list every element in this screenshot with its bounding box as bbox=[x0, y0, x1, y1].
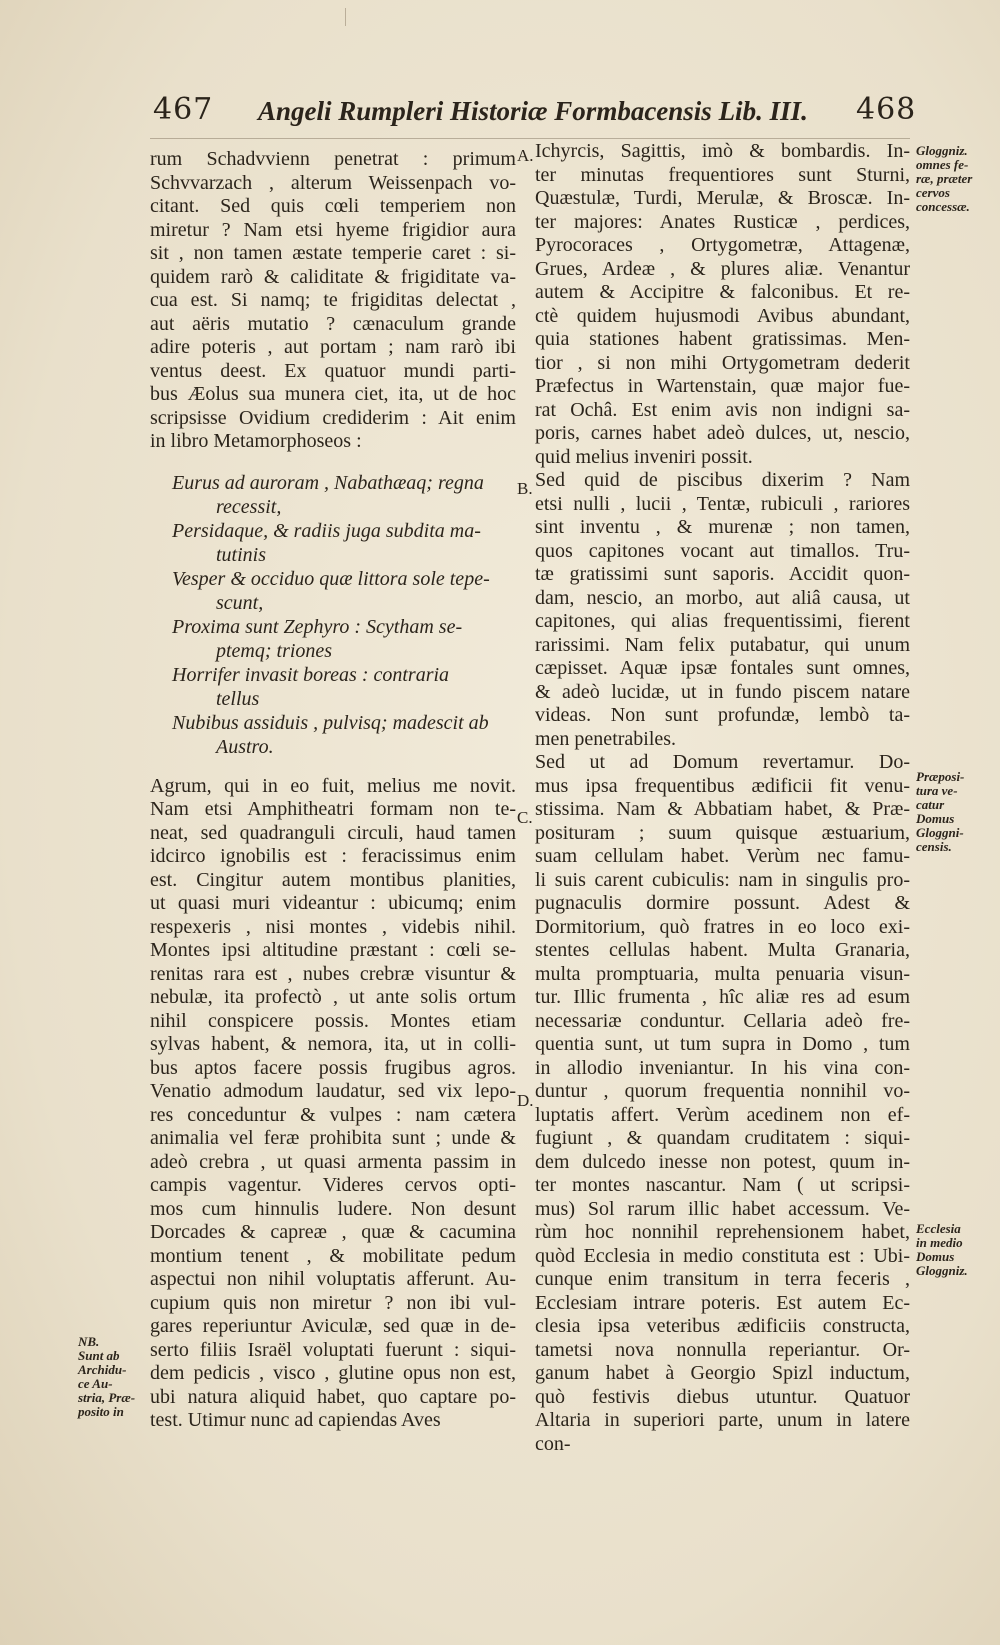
verse-line: Nubibus assiduis , pulvisq; madescit ab bbox=[172, 711, 489, 734]
text-line: li suis carent cubiculis: nam in singulis pro- bbox=[535, 868, 910, 891]
text-line: & adeò lucidæ, ut in fundo piscem natare bbox=[535, 680, 910, 703]
left-text-bottom bbox=[150, 775, 516, 1433]
text-line: quò festivis diebus utuntur. Quatuor bbox=[535, 1385, 910, 1408]
text-line: in libro Metamorphoseos : bbox=[150, 430, 362, 452]
text-line: serto filiis Israël voluptati fuerunt : siqui- bbox=[150, 1338, 516, 1361]
text-line: est. Cingitur autem montibus planities, bbox=[150, 868, 516, 891]
text-line: adeò crebra , ut quasi armenta passim in bbox=[150, 1150, 516, 1173]
text-line: mos cum hinnulis ludere. Non desunt bbox=[150, 1197, 516, 1220]
text-line: Ecclesiam intrare poteris. Est autem Ec- bbox=[535, 1291, 910, 1314]
text-line: citant. Sed quis cœli temperiem non bbox=[150, 195, 516, 217]
text-line: rùm hoc nonnihil reprehensionem habet, bbox=[535, 1221, 910, 1243]
text-line: tametsi nova nonnulla reperiantur. Or- bbox=[535, 1338, 910, 1361]
text-line: Dormitorium, quò fratres in eo loco exi- bbox=[535, 915, 910, 938]
text-line: Sed quid de piscibus dixerim ? Nam bbox=[535, 469, 910, 491]
text-line: gares reperiuntur Aviculæ, sed quæ in de- bbox=[150, 1315, 516, 1337]
section-letter-a: A. bbox=[517, 146, 534, 165]
text-line: dem pedicis , visco , glutine opus non est, bbox=[150, 1362, 516, 1384]
text-line: stissima. Nam & Abbatiam habet, & Præ- bbox=[535, 798, 910, 820]
text-line: multa promptuaria, multa penuaria visun- bbox=[535, 962, 910, 985]
text-line: tur. Illic frumenta , hîc aliæ res ad esum bbox=[535, 986, 910, 1008]
text-line: Ichyrcis, Sagittis, imò & bombardis. In- bbox=[535, 140, 910, 162]
text-line: Grues, Ardeæ , & plures aliæ. Venantur bbox=[535, 257, 910, 280]
verse-line: Proxima sunt Zephyro : Scytham se- bbox=[172, 615, 463, 638]
verse-line: Vesper & occiduo quæ littora sole tepe- bbox=[172, 567, 490, 590]
text-line: Præfectus in Wartenstain, quæ major fue- bbox=[535, 375, 910, 397]
verse-line: tellus bbox=[216, 687, 260, 710]
verse-line: Horrifer invasit boreas : contraria bbox=[172, 663, 450, 686]
text-line: fugiunt , & quandam cruditatem : siqui- bbox=[535, 1127, 910, 1149]
section-letter-d: D. bbox=[517, 1091, 534, 1110]
verse-line: recessit, bbox=[216, 495, 282, 518]
text-line: Venatio admodum laudatur, sed vix lepo- bbox=[150, 1080, 516, 1102]
text-line: cua est. Si namq; te frigiditas delectat , bbox=[150, 289, 516, 311]
text-line: ganum habet à Georgio Spizl inductum, bbox=[535, 1362, 910, 1384]
text-line: necessariæ conduntur. Cellaria adeò fre- bbox=[535, 1009, 910, 1032]
marginal-note-ecclesia: Ecclesia in medio Domus Gloggniz. bbox=[916, 1221, 968, 1278]
text-line: Montes ipsi altitudine præstant : cœli se- bbox=[150, 939, 516, 961]
text-line: bus aptos facere possis frugibus agros. bbox=[150, 1056, 516, 1079]
page-number-right: 468 bbox=[856, 92, 917, 127]
text-line: quidem rarò & caliditate & frigiditate va- bbox=[150, 265, 516, 288]
text-line: dam, nescio, an morbo, aut aliâ causa, ut bbox=[535, 586, 910, 609]
text-line: quos capitones vocant aut timallos. Tru- bbox=[535, 539, 910, 562]
text-line: nebulæ, ita profectò , ut ante solis ortum bbox=[150, 986, 516, 1008]
margin-mark bbox=[345, 8, 346, 26]
text-line: tior , si non mihi Ortygometram dederit bbox=[535, 351, 910, 374]
text-line: dem dulcedo inesse non potest, quum in- bbox=[535, 1150, 910, 1173]
text-line: aut aëris mutatio ? cænaculum grande bbox=[150, 312, 516, 335]
text-line: rum Schadvvienn penetrat : primum bbox=[150, 148, 516, 170]
text-line: men penetrabiles. bbox=[535, 727, 677, 750]
right-column bbox=[535, 140, 910, 1456]
verse-line: Eurus ad auroram , Nabathæaq; regna bbox=[172, 471, 484, 494]
text-line: bus Æolus sua munera ciet, ita, ut de hoc bbox=[150, 383, 516, 405]
text-line: ter majores: Anates Rusticæ , perdices, bbox=[535, 210, 910, 233]
text-line: tæ gratissimi sunt saporis. Accidit quon- bbox=[535, 563, 910, 585]
text-line: res conceduntur & vulpes : nam cætera bbox=[150, 1103, 516, 1126]
text-line: mus) Sol rarum illic habet accessum. Ve- bbox=[535, 1197, 910, 1220]
header-rule bbox=[150, 138, 910, 139]
verse-line: Persidaque, & radiis juga subdita ma- bbox=[172, 519, 481, 542]
verse-line: scunt, bbox=[216, 591, 264, 614]
verse-line: ptemq; triones bbox=[216, 639, 333, 662]
text-line: mus ipsa frequentibus ædificii fit venu- bbox=[535, 774, 910, 797]
verse-line: Austro. bbox=[216, 735, 274, 758]
text-line: respexeris , nisi montes , videbis nihil. bbox=[150, 915, 516, 938]
text-line: quòd Ecclesia in medio constituta est : Ubi- bbox=[535, 1244, 910, 1267]
text-line: Agrum, qui in eo fuit, melius me novit. bbox=[150, 774, 516, 797]
text-line: rat Ochâ. Est enim avis non indigni sa- bbox=[535, 398, 910, 421]
text-line: adire poteris , aut portam ; nam rarò ibi bbox=[150, 336, 516, 358]
text-line: ventus deest. Ex quatuor mundi parti- bbox=[150, 359, 516, 382]
marginal-note-gloggniz: Gloggniz. omnes fe- ræ, præter cervos concessæ. bbox=[916, 143, 973, 214]
ovid-quotation bbox=[172, 471, 516, 759]
section-letter-b: B. bbox=[517, 479, 533, 498]
text-line: con- bbox=[535, 1432, 571, 1455]
text-line: Dorcades & capreæ , quæ & cacumina bbox=[150, 1221, 516, 1243]
text-line: pugnaculis dormire possunt. Adest & bbox=[535, 892, 910, 914]
text-line: in allodio inveniantur. In his vina con- bbox=[535, 1056, 910, 1079]
text-line: sylvas habent, & nemora, ita, ut in colli- bbox=[150, 1033, 516, 1055]
text-line: Schvvarzach , alterum Weissenpach vo- bbox=[150, 171, 516, 194]
text-line: Nam etsi Amphitheatri formam non te- bbox=[150, 798, 516, 820]
text-line: test. Utimur nunc ad capiendas Aves bbox=[150, 1409, 441, 1431]
text-line: campis vagentur. Videres cervos opti- bbox=[150, 1174, 516, 1196]
text-line: montium tenent , & mobilitate pedum bbox=[150, 1244, 516, 1267]
text-line: cupium quis non miretur ? non ibi vul- bbox=[150, 1291, 516, 1314]
text-line: nihil conspicere possis. Montes etiam bbox=[150, 1009, 516, 1032]
text-line: duntur , quorum frequentia nonnihil vo- bbox=[535, 1080, 910, 1102]
text-line: quia stationes habent gratissimas. Men- bbox=[535, 328, 910, 350]
text-line: ut quasi muri videantur : ubicumq; enim bbox=[150, 892, 516, 914]
text-line: posituram ; suum quisque æstuarium, bbox=[535, 821, 910, 844]
section-letter-c: C. bbox=[517, 808, 533, 827]
text-line: rarissimi. Nam felix putabatur, qui unum bbox=[535, 633, 910, 656]
text-line: idcirco ignobilis est : feracissimus enim bbox=[150, 845, 516, 867]
text-line: ter minutas frequentiores sunt Sturni, bbox=[535, 163, 910, 186]
page-number-left: 467 bbox=[153, 92, 214, 127]
text-line: suam cellulam habet. Verùm nec famu- bbox=[535, 845, 910, 867]
text-line: neat, sed quadranguli circuli, haud tamen bbox=[150, 821, 516, 844]
text-line: videas. Non sunt profundæ, lembò ta- bbox=[535, 704, 910, 726]
text-line: cæpisset. Aquæ ipsæ fontales sunt omnes, bbox=[535, 657, 910, 679]
left-text-top bbox=[150, 148, 516, 454]
text-line: miretur ? Nam etsi hyeme frigidior aura bbox=[150, 218, 516, 241]
text-line: ubi natura aliquid habet, quo captare po- bbox=[150, 1385, 516, 1408]
text-line: stentes cellulas habent. Multa Granaria, bbox=[535, 939, 910, 961]
text-line: capitones, qui alias frequentissimi, fierent bbox=[535, 610, 910, 632]
running-title: Angeli Rumpleri Historiæ Formbacensis Lib. III. bbox=[258, 96, 808, 126]
left-column bbox=[150, 148, 516, 1433]
text-line: quentia sunt, ut tum supra in Domo , tum bbox=[535, 1033, 910, 1055]
text-line: luptatis affert. Verùm acedinem non ef- bbox=[535, 1103, 910, 1126]
text-line: renitas rara est , nubes crebræ visuntur & bbox=[150, 962, 516, 985]
text-line: Pyrocoraces , Ortygometræ, Attagenæ, bbox=[535, 234, 910, 256]
text-line: Sed ut ad Domum revertamur. Do- bbox=[535, 751, 910, 773]
text-line: sit , non tamen æstate temperie caret : si- bbox=[150, 242, 516, 264]
text-line: ctè quidem hujusmodi Avibus abundant, bbox=[535, 304, 910, 327]
text-line: etsi nulli , lucii , Tentæ, rubiculi , rariores bbox=[535, 492, 910, 515]
text-line: Quæstulæ, Turdi, Merulæ, & Broscæ. In- bbox=[535, 187, 910, 209]
text-line: scripsisse Ovidium crediderim : Ait enim bbox=[150, 406, 516, 429]
text-line: animalia vel feræ prohibita sunt ; unde & bbox=[150, 1127, 516, 1149]
text-line: ter montes nascantur. Nam ( ut scripsi- bbox=[535, 1174, 910, 1196]
marginal-note-praepositura: Præposi- tura ve- catur Domus Gloggni- censis. bbox=[916, 769, 965, 854]
marginal-note-nb: NB. Sunt ab Archidu- ce Au- stria, Præ- posito in bbox=[78, 1334, 136, 1419]
text-line: autem & Accipitre & falconibus. Et re- bbox=[535, 281, 910, 303]
text-line: cunque enim transitum in terra feceris , bbox=[535, 1268, 910, 1290]
text-line: poris, carnes habet adeò dulces, ut, nescio, bbox=[535, 422, 910, 444]
text-line: sint inventu , & murenæ ; non tamen, bbox=[535, 516, 910, 538]
text-line: Altaria in superiori parte, unum in latere bbox=[535, 1409, 910, 1431]
text-line: aspectui non nihil voluptatis afferunt. Au- bbox=[150, 1268, 516, 1290]
text-line: quid melius inveniri possit. bbox=[535, 445, 753, 468]
text-line: clesia ipsa veteribus ædificiis constructa, bbox=[535, 1315, 910, 1337]
verse-line: tutinis bbox=[216, 543, 267, 566]
